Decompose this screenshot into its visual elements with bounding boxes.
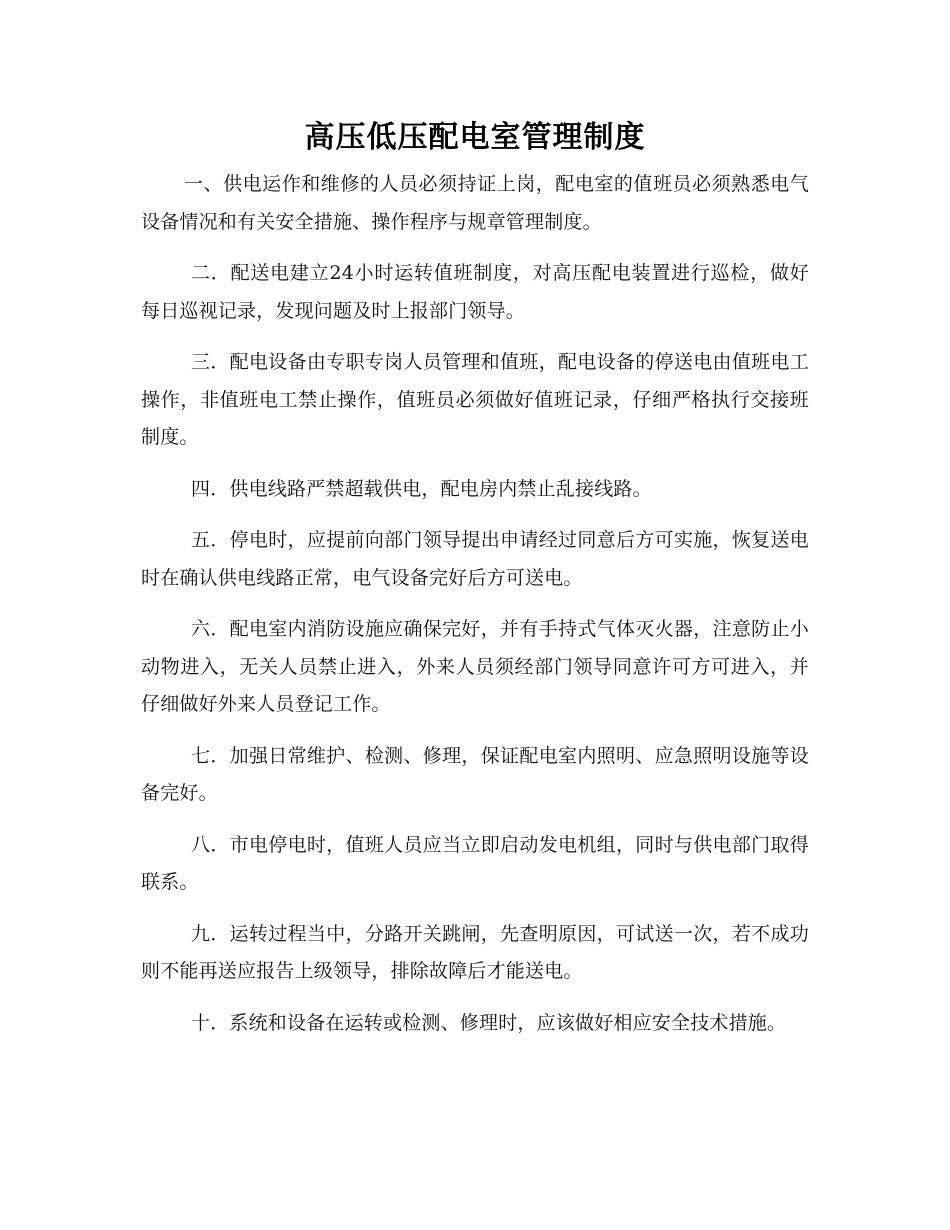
paragraph-1: 一、供电运作和维修的人员必须持证上岗，配电室的值班员必须熟悉电气设备情况和有关安全措施、操作程序与规章管理制度。 [141,173,809,233]
paragraph-8: 八．市电停电时，值班人员应当立即启动发电机组，同时与供电部门取得联系。 [141,833,809,893]
document-body [141,166,809,1056]
paragraph-3: 三．配电设备由专职专岗人员管理和值班，配电设备的停送电由值班电工操作，非值班电工禁止操作，值班员必须做好值班记录，仔细严格执行交接班制度。 [141,351,809,448]
paragraph-6: 六．配电室内消防设施应确保完好，并有手持式气体灭火器，注意防止小动物进入，无关人员禁止进入，外来人员须经部门领导同意许可方可进入，并仔细做好外来人员登记工作。 [141,618,809,715]
paragraph-9: 九．运转过程当中，分路开关跳闸，先查明原因，可试送一次，若不成功则不能再送应报告上级领导，排除故障后才能送电。 [141,922,809,982]
paragraph-4: 四．供电线路严禁超载供电，配电房内禁止乱接线路。 [191,477,652,500]
paragraph-5: 五．停电时，应提前向部门领导提出申请经过同意后方可实施，恢复送电时在确认供电线路正常，电气设备完好后方可送电。 [141,529,809,589]
document-title: 高压低压配电室管理制度 [304,120,646,155]
paragraph-7: 七．加强日常维护、检测、修理，保证配电室内照明、应急照明设施等设备完好。 [141,744,809,804]
paragraph-2: 二．配送电建立24小时运转值班制度，对高压配电装置进行巡检，做好每日巡视记录，发现问题及时上报部门领导。 [141,262,809,322]
paragraph-10: 十．系统和设备在运转或检测、修理时，应该做好相应安全技术措施。 [191,1011,787,1034]
